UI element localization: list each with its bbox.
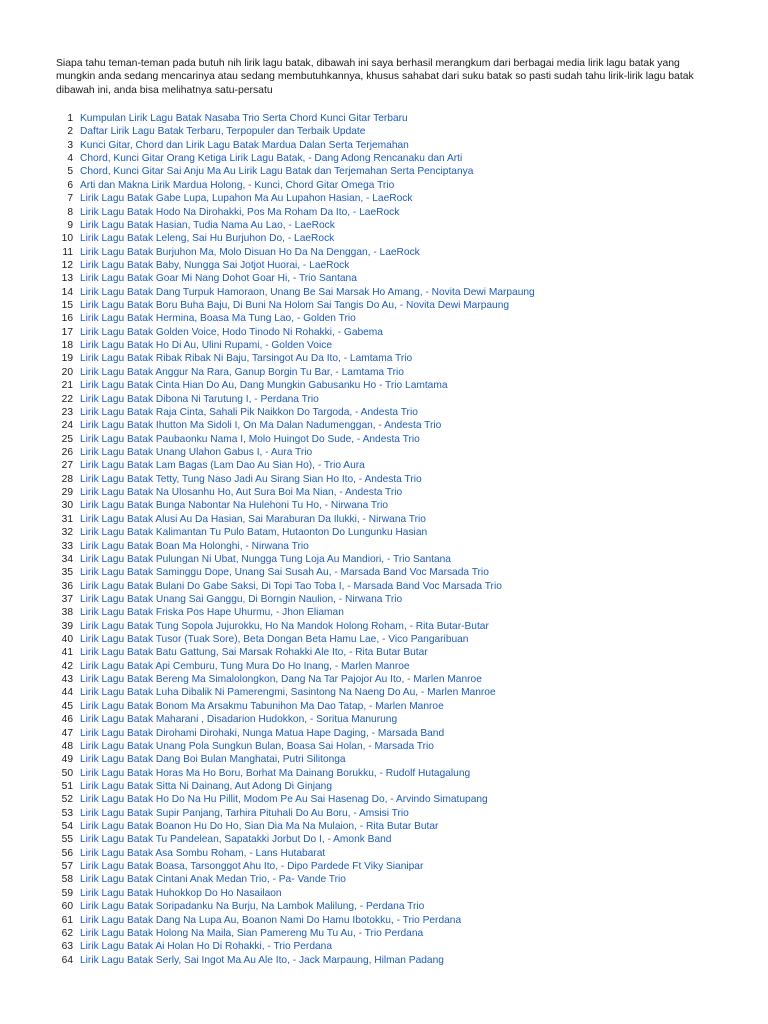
list-item-number: 38 (61, 607, 73, 619)
list-item (50, 299, 750, 312)
list-item-number: 6 (67, 179, 73, 191)
lyrics-link[interactable]: Lirik Lagu Batak Supir Panjang, Tarhira Pituhali Do Au Boru, - Amsisi Trio (80, 807, 409, 819)
list-item-number: 33 (61, 540, 73, 552)
list-item (50, 954, 750, 967)
list-item (50, 112, 750, 125)
lyrics-link[interactable]: Daftar Lirik Lagu Batak Terbaru, Terpopuler dan Terbaik Update (80, 126, 366, 138)
list-item (50, 807, 750, 820)
list-item (50, 566, 750, 579)
lyrics-link[interactable]: Lirik Lagu Batak Ho Di Au, Ulini Rupami, - Golden Voice (80, 340, 332, 352)
list-item-number: 11 (62, 246, 73, 258)
list-item (50, 165, 750, 178)
list-item-number: 60 (61, 901, 73, 913)
list-item (50, 312, 750, 325)
list-item-number: 44 (61, 687, 73, 699)
list-item (50, 433, 750, 446)
lyrics-link[interactable]: Lirik Lagu Batak Friska Pos Hape Uhurmu, - Jhon Eliaman (80, 607, 344, 619)
list-item-number: 27 (61, 460, 73, 472)
lyrics-link[interactable]: Lirik Lagu Batak Boanon Hu Do Ho, Sian Dia Ma Na Mulaion, - Rita Butar Butar (80, 821, 439, 833)
list-item-number: 25 (61, 433, 73, 445)
list-item (50, 339, 750, 352)
lyrics-link[interactable]: Lirik Lagu Batak Cinta Hian Do Au, Dang Mungkin Gabusanku Ho - Trio Lamtama (80, 380, 448, 392)
list-item (50, 499, 750, 512)
list-item (50, 686, 750, 699)
lyrics-link[interactable]: Lirik Lagu Batak Saminggu Dope, Unang Sai Susah Au, - Marsada Band Voc Marsada Trio (80, 567, 489, 579)
lyrics-link[interactable]: Lirik Lagu Batak Ai Holan Ho Di Rohakki, - Trio Perdana (80, 941, 332, 953)
list-item (50, 900, 750, 913)
list-item-number: 51 (61, 780, 73, 792)
lyrics-link[interactable]: Lirik Lagu Batak Hermina, Boasa Ma Tung Lao, - Golden Trio (80, 313, 356, 325)
lyrics-link[interactable]: Lirik Lagu Batak Baby, Nungga Sai Jotjot Huorai, - LaeRock (80, 259, 350, 271)
list-item-number: 55 (61, 834, 73, 846)
list-item (50, 927, 750, 940)
list-item (50, 152, 750, 165)
lyrics-link[interactable]: Lirik Lagu Batak Raja Cinta, Sahali Pik Naikkon Do Targoda, - Andesta Trio (80, 406, 418, 418)
lyrics-link[interactable]: Lirik Lagu Batak Tung Sopola Jujurokku, Ho Na Mandok Holong Roham, - Rita Butar-Butar (80, 620, 489, 632)
list-item (50, 393, 750, 406)
list-item-number: 28 (61, 473, 73, 485)
lyrics-link[interactable]: Lirik Lagu Batak Gabe Lupa, Lupahon Ma Au Lupahon Hasian, - LaeRock (80, 193, 413, 205)
list-item-number: 20 (61, 366, 73, 378)
list-item-number: 47 (61, 727, 73, 739)
lyrics-link[interactable]: Lirik Lagu Batak Boasa, Tarsonggot Ahu Ito, - Dipo Pardede Ft Viky Sianipar (80, 861, 424, 873)
lyrics-link[interactable]: Lirik Lagu Batak Serly, Sai Ingot Ma Au Ale Ito, - Jack Marpaung, Hilman Padang (80, 954, 444, 966)
list-item (50, 232, 750, 245)
list-item-number: 14 (61, 286, 73, 298)
list-item (50, 940, 750, 953)
list-item (50, 820, 750, 833)
list-item-number: 15 (61, 300, 73, 312)
list-item-number: 22 (61, 393, 73, 405)
lyrics-link[interactable]: Lirik Lagu Batak Api Cemburu, Tung Mura Do Ho Inang, - Marlen Manroe (80, 660, 410, 672)
list-item (50, 833, 750, 846)
lyrics-link[interactable]: Lirik Lagu Batak Hodo Na Dirohakki, Pos Ma Roham Da Ito, - LaeRock (80, 206, 400, 218)
list-item-number: 18 (61, 340, 73, 352)
list-item-number: 64 (61, 954, 73, 966)
lyrics-link[interactable]: Lirik Lagu Batak Asa Sombu Roham, - Lans Hutabarat (80, 847, 326, 859)
list-item-number: 35 (61, 567, 73, 579)
list-item-number: 24 (61, 420, 73, 432)
list-item-number: 26 (61, 446, 73, 458)
lyrics-link[interactable]: Lirik Lagu Batak Ribak Ribak Ni Baju, Tarsingot Au Da Ito, - Lamtama Trio (80, 353, 413, 365)
list-item-number: 48 (61, 740, 73, 752)
lyrics-link[interactable]: Lirik Lagu Batak Ihutton Ma Sidoli I, On Ma Dalan Nadumenggan, - Andesta Trio (80, 420, 442, 432)
lyrics-link[interactable]: Lirik Lagu Batak Soripadanku Na Burju, Na Lambok Malilung, - Perdana Trio (80, 901, 425, 913)
list-item-number: 19 (61, 353, 73, 365)
list-item (50, 125, 750, 138)
list-item-number: 34 (61, 553, 73, 565)
lyrics-link[interactable]: Lirik Lagu Batak Burjuhon Ma, Molo Disuan Ho Da Na Denggan, - LaeRock (80, 246, 420, 258)
lyrics-link[interactable]: Lirik Lagu Batak Sitta Ni Dainang, Aut Adong Di Ginjang (80, 780, 333, 792)
list-item (50, 914, 750, 927)
list-item (50, 606, 750, 619)
list-item-number: 61 (61, 914, 73, 926)
list-item-number: 2 (67, 126, 73, 138)
list-item-number: 4 (67, 153, 73, 165)
song-lyrics-list (50, 112, 750, 967)
list-item-number: 17 (61, 326, 73, 338)
lyrics-link[interactable]: Lirik Lagu Batak Bunga Nabontar Na Hulehoni Tu Ho, - Nirwana Trio (80, 500, 389, 512)
list-item (50, 219, 750, 232)
lyrics-link[interactable]: Lirik Lagu Batak Bonom Ma Arsakmu Tabunihon Ma Dao Tatap, - Marlen Manroe (80, 700, 444, 712)
lyrics-link[interactable]: Lirik Lagu Batak Goar Mi Nang Dohot Goar Hi, - Trio Santana (80, 273, 357, 285)
list-item-number: 56 (61, 847, 73, 859)
list-item-number: 1 (67, 113, 73, 124)
list-item-number: 52 (61, 794, 73, 806)
list-item-number: 7 (67, 193, 73, 205)
list-item-number: 43 (61, 674, 73, 686)
list-item (50, 540, 750, 553)
lyrics-link[interactable]: Lirik Lagu Batak Bulani Do Gabe Saksi, Di Topi Tao Toba I, - Marsada Band Voc Marsada Trio (80, 580, 502, 592)
list-item (50, 459, 750, 472)
list-item (50, 700, 750, 713)
list-item (50, 139, 750, 152)
list-item-number: 59 (61, 887, 73, 899)
list-item (50, 847, 750, 860)
lyrics-link[interactable]: Lirik Lagu Batak Hasian, Tudia Nama Au Lao, - LaeRock (80, 219, 335, 231)
list-item (50, 767, 750, 780)
lyrics-link[interactable]: Lirik Lagu Batak Ho Do Na Hu Pillit, Modom Pe Au Sai Hasenag Do, - Arvindo Simatupang (80, 794, 488, 806)
lyrics-link[interactable]: Lirik Lagu Batak Boan Ma Holonghi, - Nirwana Trio (80, 540, 309, 552)
list-item-number: 3 (67, 139, 73, 151)
list-item (50, 206, 750, 219)
lyrics-link[interactable]: Chord, Kunci Gitar Orang Ketiga Lirik Lagu Batak, - Dang Adong Rencanaku dan Arti (80, 153, 463, 165)
list-item-number: 53 (61, 807, 73, 819)
list-item-number: 21 (61, 380, 73, 392)
list-item (50, 580, 750, 593)
list-item (50, 873, 750, 886)
lyrics-link[interactable]: Lirik Lagu Batak Horas Ma Ho Boru, Borhat Ma Dainang Borukku, - Rudolf Hutagalung (80, 767, 471, 779)
list-item (50, 633, 750, 646)
list-item (50, 406, 750, 419)
lyrics-link[interactable]: Lirik Lagu Batak Dirohami Dirohaki, Nunga Matua Hape Daging, - Marsada Band (80, 727, 445, 739)
lyrics-link[interactable]: Kumpulan Lirik Lagu Batak Nasaba Trio Serta Chord Kunci Gitar Terbaru (80, 113, 408, 124)
list-item-number: 57 (61, 861, 73, 873)
list-item-number: 50 (61, 767, 73, 779)
list-item (50, 192, 750, 205)
list-item (50, 713, 750, 726)
list-item-number: 42 (61, 660, 73, 672)
list-item (50, 646, 750, 659)
lyrics-link[interactable]: Lirik Lagu Batak Tetty, Tung Naso Jadi Au Sirang Sian Ho Ito, - Andesta Trio (80, 473, 422, 485)
list-item (50, 553, 750, 566)
list-item (50, 860, 750, 873)
lyrics-link[interactable]: Lirik Lagu Batak Luha Dibalik Ni Pamerengmi, Sasintong Na Naeng Do Au, - Marlen Manroe (80, 687, 496, 699)
lyrics-link[interactable]: Lirik Lagu Batak Dang Boi Bulan Manghatai, Putri Silitonga (80, 754, 346, 766)
lyrics-link[interactable]: Lirik Lagu Batak Huhokkop Do Ho Nasailaon (80, 887, 282, 899)
lyrics-link[interactable]: Lirik Lagu Batak Leleng, Sai Hu Burjuhon Do, - LaeRock (80, 233, 335, 245)
list-item-number: 13 (61, 273, 73, 285)
list-item-number: 37 (61, 593, 73, 605)
list-item-number: 9 (67, 219, 73, 231)
lyrics-link[interactable]: Lirik Lagu Batak Holong Na Maila, Sian Pamereng Mu Tu Au, - Trio Perdana (80, 927, 424, 939)
list-item (50, 620, 750, 633)
list-item (50, 446, 750, 459)
lyrics-link[interactable]: Kunci Gitar, Chord dan Lirik Lagu Batak Mardua Dalan Serta Terjemahan (80, 139, 409, 151)
intro-paragraph: Siapa tahu teman-teman pada butuh nih lirik lagu batak, dibawah ini saya berhasil merangkum dari berbagai media lirik lagu batak yang mungkin anda sedang mencarinya atau sedang membutuhkannya, khusus sahabat dari suku batak so pasti sudah tahu lirik-lirik lagu batak dibawah ini, anda bisa melihatnya satu-persatu (56, 58, 694, 96)
lyrics-link[interactable]: Lirik Lagu Batak Bereng Ma Simalolongkon, Dang Na Tar Pajojor Au Ito, - Marlen Manroe (80, 674, 482, 686)
list-item (50, 352, 750, 365)
list-item (50, 740, 750, 753)
lyrics-link[interactable]: Lirik Lagu Batak Tusor (Tuak Sore), Beta Dongan Beta Hamu Lae, - Vico Pangaribuan (80, 634, 469, 646)
lyrics-link[interactable]: Lirik Lagu Batak Na Ulosanhu Ho, Aut Sura Boi Ma Nian, - Andesta Trio (80, 487, 403, 499)
list-item-number: 62 (61, 927, 73, 939)
list-item (50, 473, 750, 486)
list-item-number: 29 (61, 487, 73, 499)
list-item (50, 513, 750, 526)
list-item (50, 286, 750, 299)
lyrics-link[interactable]: Lirik Lagu Batak Unang Ulahon Gabus I, - Aura Trio (80, 446, 313, 458)
lyrics-link[interactable]: Lirik Lagu Batak Batu Gattung, Sai Marsak Rohakki Ale Ito, - Rita Butar Butar (80, 647, 428, 659)
list-item (50, 379, 750, 392)
lyrics-link[interactable]: Lirik Lagu Batak Kalimantan Tu Pulo Batam, Hutaonton Do Lungunku Hasian (80, 527, 428, 539)
lyrics-link[interactable]: Lirik Lagu Batak Dibona Ni Tarutung I, - Perdana Trio (80, 393, 319, 405)
list-item-number: 16 (61, 313, 73, 325)
lyrics-link[interactable]: Lirik Lagu Batak Alusi Au Da Hasian, Sai Maraburan Da Ilukki, - Nirwana Trio (80, 513, 426, 525)
lyrics-link[interactable]: Lirik Lagu Batak Dang Turpuk Hamoraon, Unang Be Sai Marsak Ho Amang, - Novita Dewi Marpaung (80, 286, 535, 298)
list-item-number: 54 (61, 821, 73, 833)
lyrics-link[interactable]: Lirik Lagu Batak Paubaonku Nama I, Molo Huingot Do Sude, - Andesta Trio (80, 433, 420, 445)
list-item-number: 31 (61, 513, 73, 525)
list-item (50, 887, 750, 900)
list-item-number: 12 (61, 259, 73, 271)
lyrics-link[interactable]: Lirik Lagu Batak Boru Buha Baju, Di Buni Na Holom Sai Tangis Do Au, - Novita Dewi Marpaung (80, 300, 510, 312)
lyrics-link[interactable]: Lirik Lagu Batak Unang Pola Sungkun Bulan, Boasa Sai Holan, - Marsada Trio (80, 740, 434, 752)
list-item-number: 45 (61, 700, 73, 712)
list-item (50, 326, 750, 339)
list-item (50, 526, 750, 539)
list-item (50, 486, 750, 499)
list-item-number: 39 (61, 620, 73, 632)
list-item-number: 8 (67, 206, 73, 218)
lyrics-link[interactable]: Lirik Lagu Batak Pulungan Ni Ubat, Nungga Tung Loja Au Mandiori, - Trio Santana (80, 553, 451, 565)
list-item-number: 63 (61, 941, 73, 953)
list-item-number: 5 (67, 166, 73, 178)
list-item (50, 727, 750, 740)
lyrics-link[interactable]: Lirik Lagu Batak Anggur Na Rara, Ganup Borgin Tu Bar, - Lamtama Trio (80, 366, 404, 378)
list-item (50, 259, 750, 272)
list-item-number: 49 (61, 754, 73, 766)
lyrics-link[interactable]: Lirik Lagu Batak Cintani Anak Medan Trio, - Pa- Vande Trio (80, 874, 346, 886)
list-item (50, 179, 750, 192)
list-item-number: 46 (61, 714, 73, 726)
list-item-number: 10 (61, 233, 73, 245)
lyrics-link[interactable]: Lirik Lagu Batak Tu Pandelean, Sapatakki Jorbut Do I, - Amonk Band (80, 834, 392, 846)
list-item-number: 58 (61, 874, 73, 886)
list-item (50, 780, 750, 793)
list-item-number: 41 (61, 647, 73, 659)
lyrics-link[interactable]: Chord, Kunci Gitar Sai Anju Ma Au Lirik Lagu Batak dan Terjemahan Serta Penciptanya (80, 166, 474, 178)
lyrics-link[interactable]: Lirik Lagu Batak Lam Bagas (Lam Dao Au Sian Ho), - Trio Aura (80, 460, 365, 472)
lyrics-link[interactable]: Arti dan Makna Lirik Mardua Holong, - Kunci, Chord Gitar Omega Trio (80, 179, 395, 191)
list-item-number: 36 (61, 580, 73, 592)
lyrics-link[interactable]: Lirik Lagu Batak Unang Sai Ganggu, Di Borngin Naulion, - Nirwana Trio (80, 593, 403, 605)
list-item (50, 366, 750, 379)
lyrics-link[interactable]: Lirik Lagu Batak Maharani , Disadarion Hudokkon, - Soritua Manurung (80, 714, 398, 726)
list-item-number: 23 (61, 406, 73, 418)
list-item (50, 660, 750, 673)
lyrics-link[interactable]: Lirik Lagu Batak Dang Na Lupa Au, Boanon Nami Do Hamu Ibotokku, - Trio Perdana (80, 914, 462, 926)
list-item (50, 673, 750, 686)
list-item (50, 793, 750, 806)
list-item (50, 246, 750, 259)
list-item-number: 32 (61, 527, 73, 539)
list-item (50, 419, 750, 432)
list-item (50, 272, 750, 285)
list-item (50, 593, 750, 606)
list-item-number: 30 (61, 500, 73, 512)
list-item (50, 753, 750, 766)
lyrics-link[interactable]: Lirik Lagu Batak Golden Voice, Hodo Tinodo Ni Rohakki, - Gabema (80, 326, 383, 338)
list-item-number: 40 (61, 634, 73, 646)
